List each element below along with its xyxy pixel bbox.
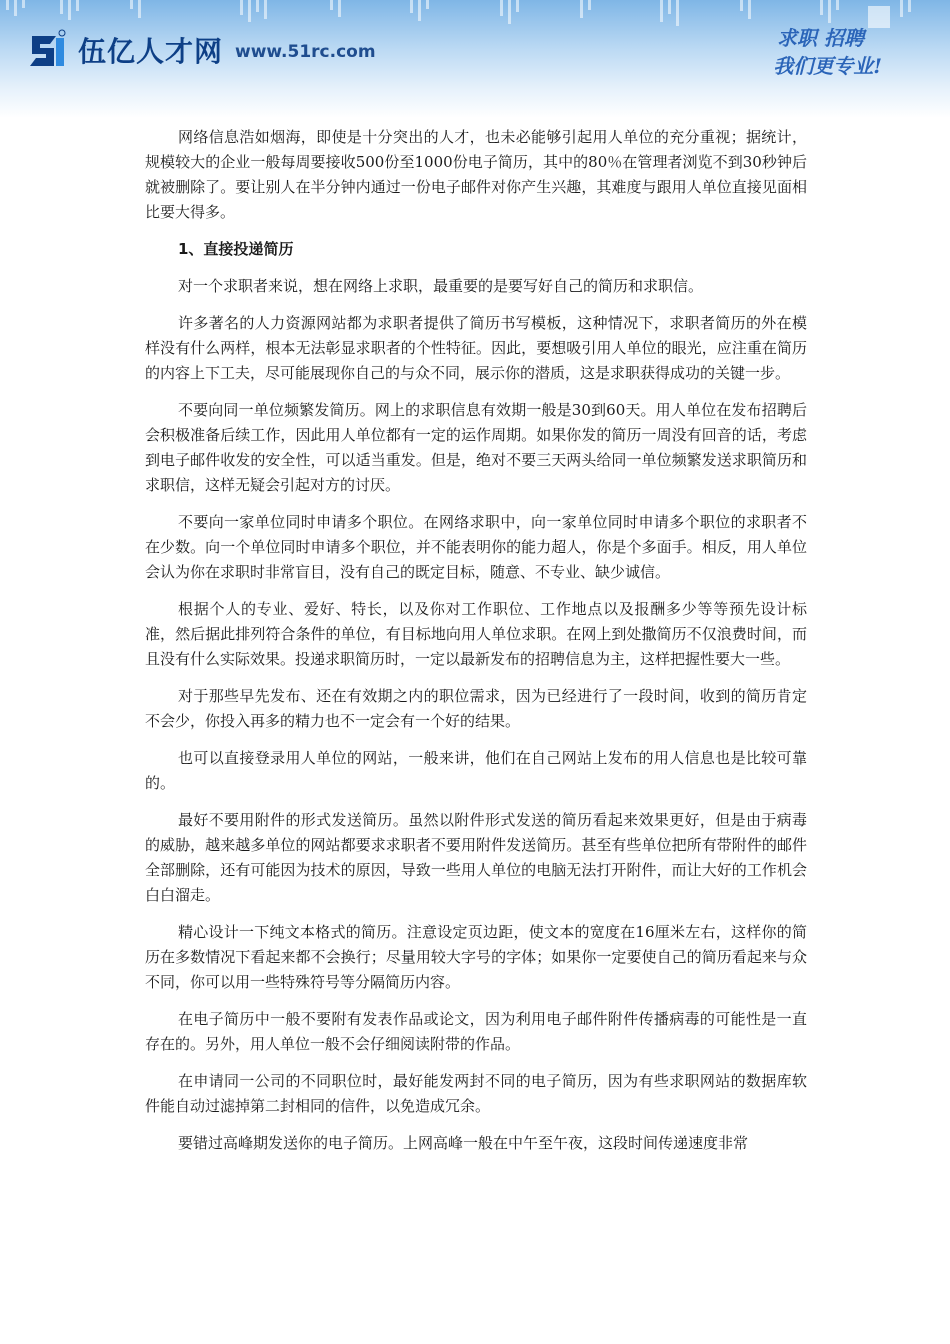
body-paragraph: 不要向一家单位同时申请多个职位。在网络求职中，向一家单位同时申请多个职位的求职者不在少数。向一个单位同时申请多个职位，并不能表明你的能力超人，你是个多面手。相反，用人单位会认为你在求职时非常盲目，没有自己的既定目标，随意、不专业、缺少诚信。: [145, 513, 807, 581]
section-heading: 1、直接投递简历: [178, 240, 294, 258]
article-body: [145, 125, 807, 1168]
body-paragraph: 对于那些早先发布、还在有效期之内的职位需求，因为已经进行了一段时间，收到的简历肯定不会少，你投入再多的精力也不一定会有一个好的结果。: [145, 687, 807, 730]
body-paragraph: 对一个求职者来说，想在网络上求职，最重要的是要写好自己的简历和求职信。: [178, 277, 704, 295]
slogan-line-1: 求职 招聘: [777, 26, 864, 50]
body-paragraph: 在电子简历中一般不要附有发表作品或论文，因为利用电子邮件附件传播病毒的可能性是一直存在的。另外，用人单位一般不会仔细阅读附带的作品。: [145, 1010, 807, 1053]
logo-url: www.51rc.com: [235, 42, 376, 62]
logo-name: 伍亿人才网: [78, 35, 224, 68]
body-paragraph: 不要向同一单位频繁发简历。网上的求职信息有效期一般是30到60天。用人单位在发布招聘后会积极准备后续工作，因此用人单位都有一定的运作周期。如果你发的简历一周没有回音的话，考虑到电子邮件收发的安全性，可以适当重发。但是，绝对不要三天两头给同一单位频繁发送求职简历和求职信，这样无疑会引起对方的讨厌。: [145, 401, 807, 494]
slogan-line-2: 我们更专业!: [773, 54, 882, 78]
body-paragraph: 根据个人的专业、爱好、特长，以及你对工作职位、工作地点以及报酬多少等等预先设计标准，然后据此排列符合条件的单位，有目标地向用人单位求职。在网上到处撒简历不仅浪费时间，而且没有什么实际效果。投递求职简历时，一定以最新发布的招聘信息为主，这样把握性要大一些。: [145, 600, 807, 668]
body-paragraph: 精心设计一下纯文本格式的简历。注意设定页边距，使文本的宽度在16厘米左右，这样你的简历在多数情况下看起来都不会换行；尽量用较大字号的字体；如果你一定要使自己的简历看起来与众不同，你可以用一些特殊符号等分隔简历内容。: [145, 923, 807, 991]
body-paragraph: 最好不要用附件的形式发送简历。虽然以附件形式发送的简历看起来效果更好，但是由于病毒的威胁，越来越多单位的网站都要求求职者不要用附件发送简历。甚至有些单位把所有带附件的邮件全部删除，还有可能因为技术的原因，导致一些用人单位的电脑无法打开附件，而让大好的工作机会白白溜走。: [145, 811, 807, 904]
logo-mark-icon: [26, 28, 70, 72]
body-paragraph: 要错过高峰期发送你的电子简历。上网高峰一般在中午至午夜，这段时间传递速度非常: [178, 1134, 749, 1152]
header-slogan: [773, 24, 882, 80]
body-paragraph: 在申请同一公司的不同职位时，最好能发两封不同的电子简历，因为有些求职网站的数据库软件能自动过滤掉第二封相同的信件，以免造成冗余。: [145, 1072, 807, 1115]
intro-paragraph: 网络信息浩如烟海，即使是十分突出的人才，也未必能够引起用人单位的充分重视；据统计，规模较大的企业一般每周要接收500份至1000份电子简历，其中的80％在管理者浏览不到30秒钟后就被删除了。要让别人在半分钟内通过一份电子邮件对你产生兴趣，其难度与跟用人单位直接见面相比要大得多。: [145, 128, 807, 221]
site-header-banner: [0, 0, 950, 118]
body-paragraph: 许多著名的人力资源网站都为求职者提供了简历书写模板，这种情况下，求职者简历的外在模样没有什么两样，根本无法彰显求职者的个性特征。因此，要想吸引用人单位的眼光，应注重在简历的内容上下工夫，尽可能展现你自己的与众不同，展示你的潜质，这是求职获得成功的关键一步。: [145, 314, 807, 382]
site-logo[interactable]: [26, 28, 376, 72]
body-paragraph: 也可以直接登录用人单位的网站，一般来讲，他们在自己网站上发布的用人信息也是比较可靠的。: [145, 749, 807, 792]
